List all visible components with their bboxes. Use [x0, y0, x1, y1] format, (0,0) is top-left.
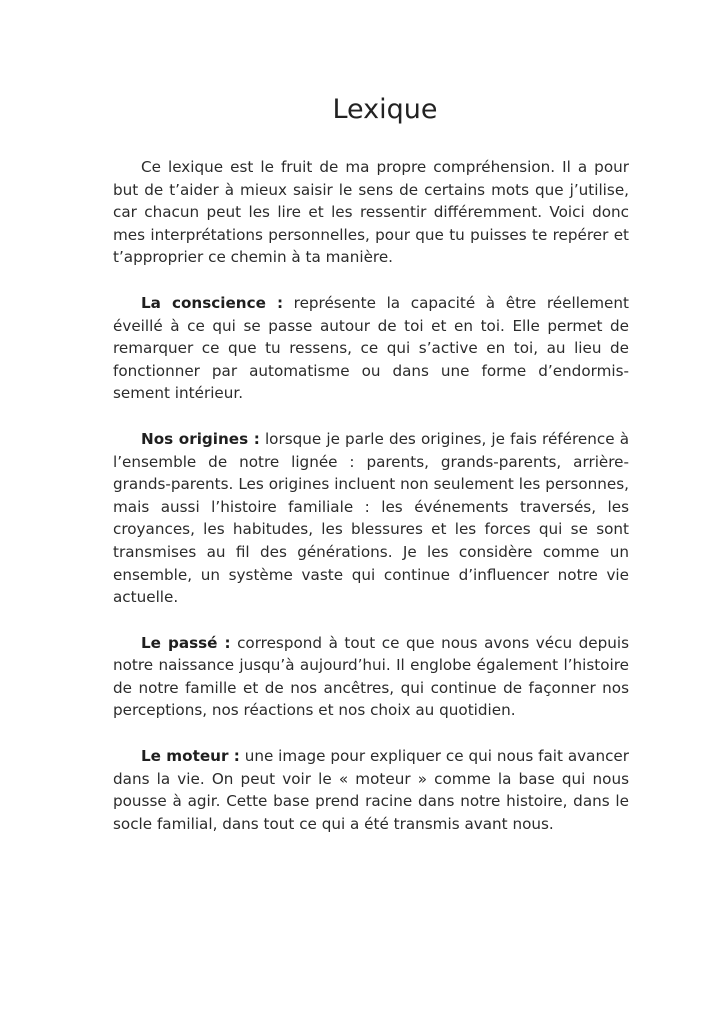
entry-conscience — [113, 292, 629, 405]
entry-moteur — [113, 745, 629, 835]
entry-passe — [113, 632, 629, 722]
document-page — [113, 90, 629, 858]
entry-term: Nos origines : — [141, 429, 260, 448]
entry-definition: lorsque je parle des origines, je fais référence à l’ensemble de notre lignée : parents, grands-parents, arrière-grands-parents. Les origines incluent non seulement les personnes, mais aussi l’histoire familiale : les événements traversés, les croyances, les habitudes, les blessures et les forces qui se sont transmises au fil des générations. Je les considère comme un ensemble, un système vaste qui continue d’influencer notre vie actuelle. — [113, 429, 629, 607]
entry-term: Le moteur : — [141, 747, 240, 766]
entry-definition: une image pour expliquer ce qui nous fait avancer dans la vie. On peut voir le « moteur » comme la base qui nous pousse à agir. Cette base prend racine dans notre histoire, dans le socle familial, dans tout ce qui a été transmis avant nous. — [113, 747, 630, 833]
entry-definition: représente la capacité à être réellement éveillé à ce qui se passe autour de toi et en toi. Elle permet de remarquer ce que tu ressens, ce qui s’active en toi, au lieu de fonctionner par automatisme ou dans une forme d’endormissement intérieur. — [113, 293, 629, 403]
intro-paragraph: Ce lexique est le fruit de ma propre compréhension. Il a pour but de t’aider à mieux saisir le sens de certains mots que j’utilise, car chacun peut les lire et les ressentir différemment. Voici donc mes interprétations personnelles, pour que tu puisses te repérer et t’approprier ce chemin à ta manière. — [113, 158, 629, 267]
entry-origines — [113, 428, 629, 609]
page-title: Lexique — [332, 94, 438, 125]
entry-term: Le passé : — [141, 633, 231, 652]
entry-term: La conscience : — [141, 293, 284, 312]
entry-definition: correspond à tout ce que nous avons vécu depuis notre naissance jusqu’à aujourd’hui. Il englobe également l’histoire de notre famille et de nos ancêtres, qui continue de façonner nos perceptions, nos réactions et nos choix au quotidien. — [113, 633, 629, 720]
